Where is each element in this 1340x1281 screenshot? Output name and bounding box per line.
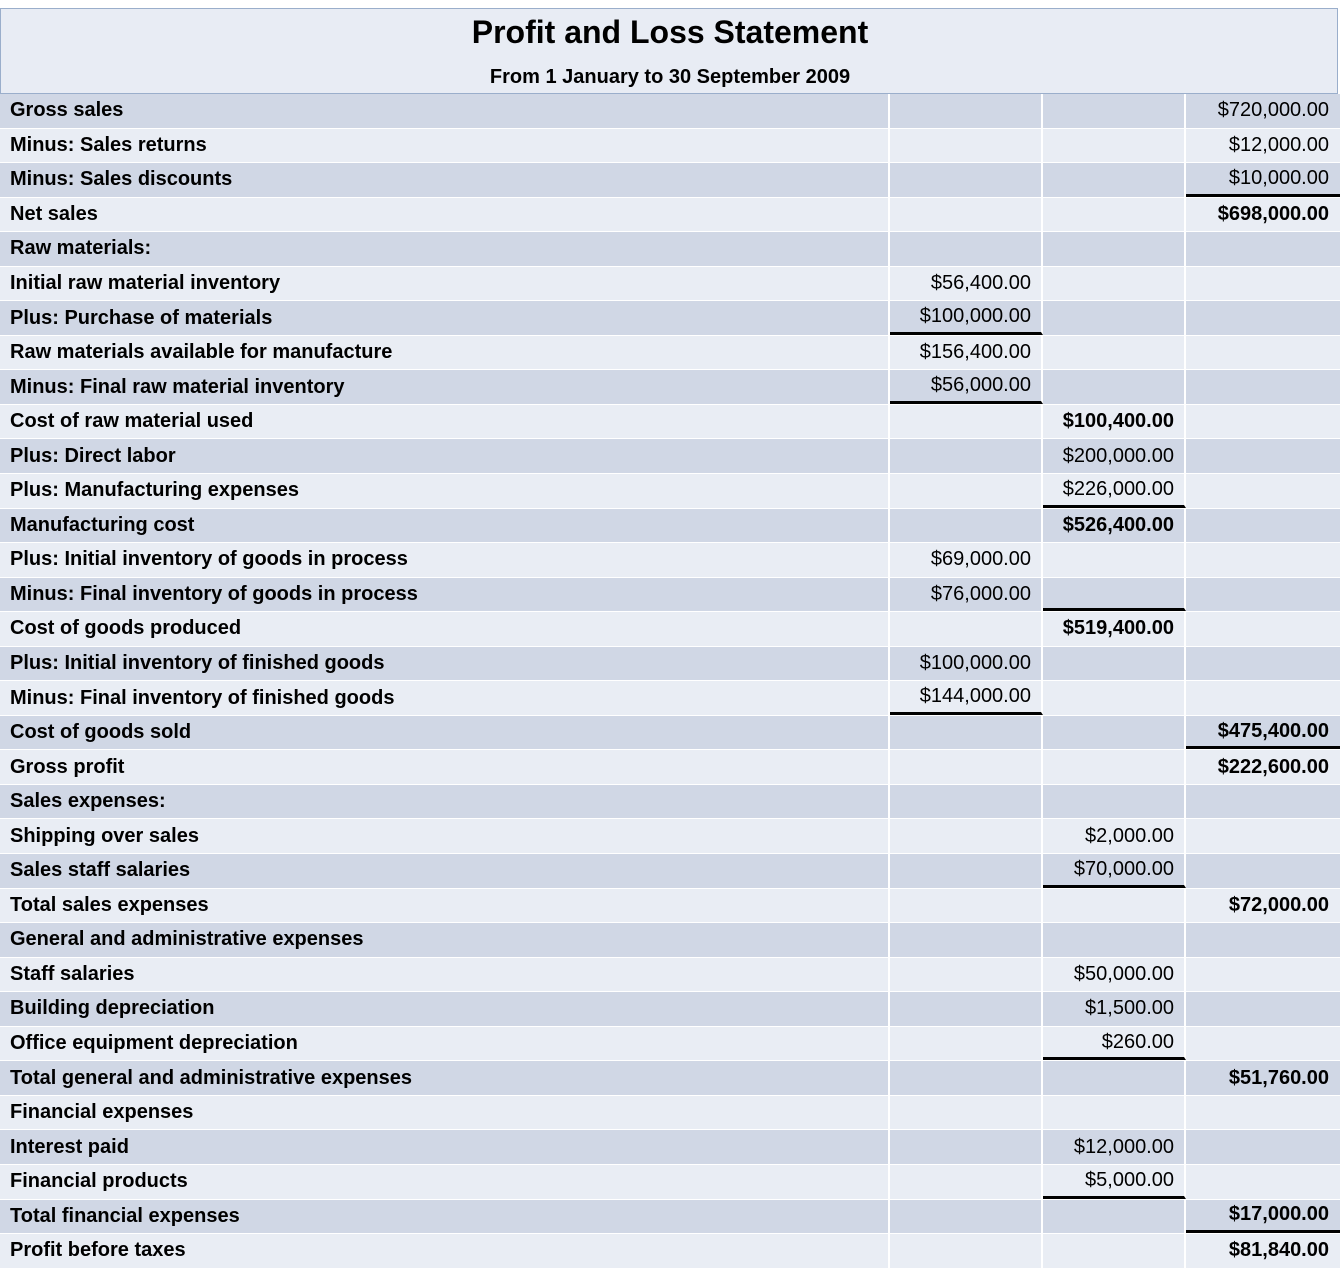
table-row — [0, 1234, 1340, 1269]
table-row — [0, 163, 1340, 198]
row-label: Initial raw material inventory — [0, 267, 890, 301]
amount-c1 — [890, 509, 1043, 543]
amount-c2: $100,400.00 — [1043, 405, 1186, 439]
row-label: Plus: Direct labor — [0, 439, 890, 473]
row-label: Gross profit — [0, 750, 890, 784]
table-row — [0, 405, 1340, 440]
amount-c1 — [890, 232, 1043, 266]
amount-c1 — [890, 1165, 1043, 1199]
row-label: Plus: Initial inventory of finished goods — [0, 647, 890, 681]
amount-c1 — [890, 716, 1043, 750]
amount-c1 — [890, 1234, 1043, 1268]
amount-c2: $2,000.00 — [1043, 819, 1186, 853]
amount-c3 — [1186, 612, 1340, 646]
amount-c2 — [1043, 301, 1186, 335]
table-row — [0, 267, 1340, 302]
amount-c3 — [1186, 992, 1340, 1026]
amount-c3 — [1186, 681, 1340, 715]
table-row — [0, 543, 1340, 578]
amount-c3 — [1186, 1165, 1340, 1199]
table-row — [0, 1165, 1340, 1200]
row-label: General and administrative expenses — [0, 923, 890, 957]
amount-c2: $260.00 — [1043, 1027, 1186, 1061]
amount-c1 — [890, 474, 1043, 508]
amount-c3 — [1186, 301, 1340, 335]
amount-c3: $222,600.00 — [1217, 755, 1329, 778]
amount-c2 — [1043, 336, 1186, 370]
amount-c3 — [1186, 1130, 1340, 1164]
row-label: Office equipment depreciation — [0, 1027, 890, 1061]
amount-c2 — [1043, 543, 1186, 577]
amount-c1 — [890, 923, 1043, 957]
amount-c3 — [1186, 336, 1340, 370]
table-row — [0, 439, 1340, 474]
table-row — [0, 232, 1340, 267]
amount-c2: $5,000.00 — [1043, 1165, 1186, 1199]
table-row — [0, 1096, 1340, 1131]
amount-c1 — [890, 94, 1043, 128]
amount-c3: $475,400.00 — [1186, 716, 1340, 750]
table-row — [0, 716, 1340, 751]
row-label: Minus: Sales discounts — [0, 163, 890, 197]
row-label: Interest paid — [0, 1130, 890, 1164]
amount-c3 — [1186, 1027, 1340, 1061]
row-label: Minus: Final inventory of finished goods — [0, 681, 890, 715]
amount-c2 — [1043, 267, 1186, 301]
amount-c3: $51,760.00 — [1228, 1066, 1329, 1089]
table-row — [0, 370, 1340, 405]
table-row — [0, 94, 1340, 129]
amount-c3: $17,000.00 — [1186, 1200, 1340, 1234]
row-label: Raw materials available for manufacture — [0, 336, 890, 370]
amount-c2: $12,000.00 — [1043, 1130, 1186, 1164]
amount-c1 — [890, 129, 1043, 163]
amount-c3 — [1186, 647, 1340, 681]
amount-c2: $526,400.00 — [1043, 509, 1186, 543]
row-label: Building depreciation — [0, 992, 890, 1026]
amount-c1: $144,000.00 — [890, 681, 1043, 715]
table-row — [0, 1027, 1340, 1062]
amount-c2 — [1043, 198, 1186, 232]
amount-c2 — [1043, 750, 1186, 784]
amount-c1 — [890, 405, 1043, 439]
table-row — [0, 647, 1340, 682]
table-row — [0, 612, 1340, 647]
amount-c3: $81,840.00 — [1228, 1239, 1329, 1262]
amount-c3: $10,000.00 — [1186, 163, 1340, 197]
row-label: Total sales expenses — [0, 889, 890, 923]
amount-c1 — [890, 612, 1043, 646]
amount-c1 — [890, 1061, 1043, 1095]
amount-c2 — [1043, 716, 1186, 750]
amount-c3 — [1186, 854, 1340, 888]
row-label: Minus: Sales returns — [0, 129, 890, 163]
amount-c1 — [890, 819, 1043, 853]
amount-c3 — [1186, 474, 1340, 508]
row-label: Financial expenses — [0, 1096, 890, 1130]
amount-c1 — [890, 1027, 1043, 1061]
amount-c2 — [1043, 370, 1186, 404]
amount-c2 — [1043, 1096, 1186, 1130]
table-row — [0, 958, 1340, 993]
amount-c3: $698,000.00 — [1217, 202, 1329, 225]
table-row — [0, 336, 1340, 371]
amount-c3: $72,000.00 — [1228, 893, 1329, 916]
table-row — [0, 129, 1340, 164]
table-row — [0, 750, 1340, 785]
row-label: Manufacturing cost — [0, 509, 890, 543]
table-row — [0, 301, 1340, 336]
amount-c2: $226,000.00 — [1043, 474, 1186, 508]
amount-c1 — [890, 992, 1043, 1026]
table-row — [0, 889, 1340, 924]
amount-c1 — [890, 198, 1043, 232]
table-row — [0, 1200, 1340, 1235]
table-row — [0, 474, 1340, 509]
amount-c2 — [1043, 923, 1186, 957]
amount-c3 — [1186, 439, 1340, 473]
row-label: Sales staff salaries — [0, 854, 890, 888]
amount-c1 — [890, 1200, 1043, 1234]
amount-c3 — [1186, 543, 1340, 577]
amount-c3: $12,000.00 — [1228, 133, 1329, 156]
row-label: Plus: Initial inventory of goods in process — [0, 543, 890, 577]
row-label: Gross sales — [0, 94, 890, 128]
table-row — [0, 509, 1340, 544]
amount-c1: $76,000.00 — [890, 578, 1043, 612]
row-label: Cost of raw material used — [0, 405, 890, 439]
amount-c2 — [1043, 94, 1186, 128]
row-label: Sales expenses: — [0, 785, 890, 819]
row-label: Staff salaries — [0, 958, 890, 992]
amount-c2 — [1043, 785, 1186, 819]
amount-c2: $519,400.00 — [1043, 612, 1186, 646]
amount-c2: $50,000.00 — [1043, 958, 1186, 992]
amount-c1 — [890, 1096, 1043, 1130]
amount-c3 — [1186, 923, 1340, 957]
statement-title: Profit and Loss Statement — [471, 14, 869, 50]
row-label: Shipping over sales — [0, 819, 890, 853]
amount-c2: $1,500.00 — [1043, 992, 1186, 1026]
amount-c1 — [890, 958, 1043, 992]
amount-c1: $69,000.00 — [890, 543, 1043, 577]
amount-c1 — [890, 889, 1043, 923]
amount-c2 — [1043, 889, 1186, 923]
amount-c1 — [890, 785, 1043, 819]
amount-c1: $56,000.00 — [890, 370, 1043, 404]
table-row — [0, 198, 1340, 233]
amount-c3 — [1186, 232, 1340, 266]
table-row — [0, 1061, 1340, 1096]
amount-c2 — [1043, 1200, 1186, 1234]
amount-c3 — [1186, 958, 1340, 992]
amount-c1: $100,000.00 — [890, 301, 1043, 335]
amount-c3 — [1186, 370, 1340, 404]
row-label: Total financial expenses — [0, 1200, 890, 1234]
table-row — [0, 578, 1340, 613]
amount-c2 — [1043, 163, 1186, 197]
row-label: Cost of goods produced — [0, 612, 890, 646]
amount-c3 — [1186, 405, 1340, 439]
table-row — [0, 1130, 1340, 1165]
table-row — [0, 819, 1340, 854]
row-label: Financial products — [0, 1165, 890, 1199]
amount-c2 — [1043, 681, 1186, 715]
amount-c2 — [1043, 647, 1186, 681]
table-row — [0, 785, 1340, 820]
amount-c3 — [1186, 578, 1340, 612]
row-label: Raw materials: — [0, 232, 890, 266]
row-label: Profit before taxes — [0, 1234, 890, 1268]
amount-c1 — [890, 439, 1043, 473]
amount-c1: $56,400.00 — [890, 267, 1043, 301]
amount-c2: $200,000.00 — [1043, 439, 1186, 473]
table-row — [0, 681, 1340, 716]
row-label: Minus: Final inventory of goods in process — [0, 578, 890, 612]
row-label: Cost of goods sold — [0, 716, 890, 750]
amount-c1 — [890, 854, 1043, 888]
amount-c3 — [1186, 509, 1340, 543]
amount-c3 — [1186, 1096, 1340, 1130]
table-row — [0, 923, 1340, 958]
row-label: Plus: Purchase of materials — [0, 301, 890, 335]
amount-c1: $100,000.00 — [890, 647, 1043, 681]
amount-c3: $720,000.00 — [1217, 99, 1329, 122]
amount-c2 — [1043, 1061, 1186, 1095]
row-label: Plus: Manufacturing expenses — [0, 474, 890, 508]
amount-c2 — [1043, 129, 1186, 163]
amount-c2 — [1043, 1234, 1186, 1268]
amount-c1 — [890, 750, 1043, 784]
statement-period: From 1 January to 30 September 2009 — [489, 66, 851, 88]
amount-c3 — [1186, 785, 1340, 819]
statement-table — [0, 94, 1340, 1269]
amount-c2 — [1043, 578, 1186, 612]
table-row — [0, 854, 1340, 889]
amount-c3 — [1186, 267, 1340, 301]
amount-c2 — [1043, 232, 1186, 266]
amount-c1: $156,400.00 — [890, 336, 1043, 370]
amount-c3 — [1186, 819, 1340, 853]
amount-c1 — [890, 1130, 1043, 1164]
row-label: Net sales — [0, 198, 890, 232]
table-row — [0, 992, 1340, 1027]
row-label: Minus: Final raw material inventory — [0, 370, 890, 404]
amount-c1 — [890, 163, 1043, 197]
row-label: Total general and administrative expenses — [0, 1061, 890, 1095]
amount-c2: $70,000.00 — [1043, 854, 1186, 888]
